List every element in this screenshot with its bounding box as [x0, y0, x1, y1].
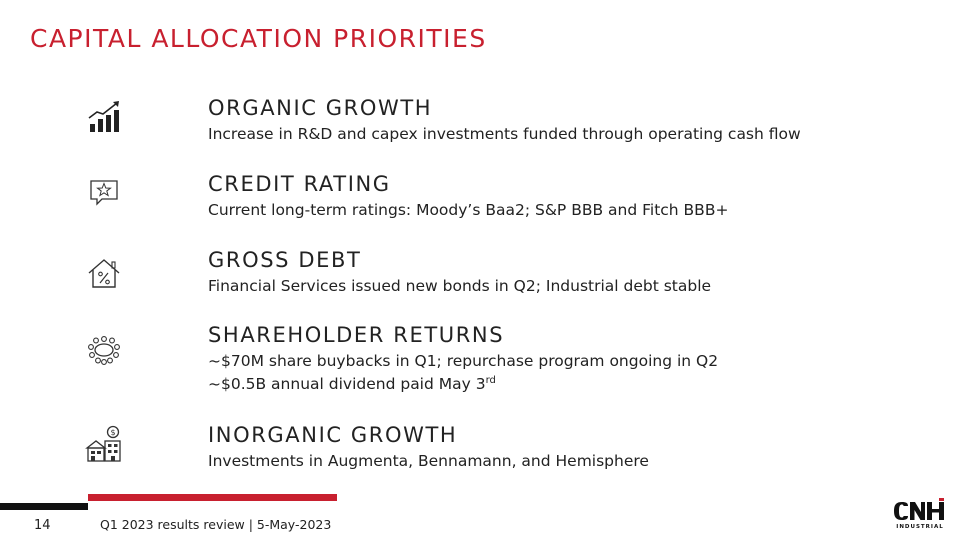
item-description-line-2 [208, 375, 496, 393]
ordinal-superscript: rd [485, 374, 496, 386]
item-heading: INORGANIC GROWTH [208, 423, 458, 447]
item-description: ~$70M share buybacks in Q1; repurchase program ongoing in Q2 [208, 352, 719, 370]
item-description: Current long-term ratings: Moody’s Baa2; S&P BBB and Fitch BBB+ [208, 201, 729, 219]
bar-chart-growth-icon [84, 98, 124, 138]
cnh-industrial-logo [892, 498, 948, 534]
footer-text: Q1 2023 results review | 5-May-2023 [100, 517, 332, 532]
item-heading: ORGANIC GROWTH [208, 96, 433, 120]
item-heading: CREDIT RATING [208, 172, 391, 196]
item-heading: GROSS DEBT [208, 248, 362, 272]
house-percent-icon [84, 254, 124, 294]
footer-accent-bar-black [0, 503, 88, 510]
footer-accent-bar-red [88, 494, 337, 501]
item-description: Financial Services issued new bonds in Q2; Industrial debt stable [208, 277, 712, 295]
star-speech-bubble-icon [84, 172, 124, 212]
slide-title: CAPITAL ALLOCATION PRIORITIES [30, 24, 487, 53]
item-description-text: ~$0.5B annual dividend paid May 3 [208, 375, 486, 393]
svg-text:$: $ [110, 428, 116, 437]
buildings-dollar-icon [84, 424, 124, 464]
page-number: 14 [34, 518, 51, 533]
logo-subtitle: INDUSTRIAL [896, 524, 944, 530]
meeting-table-icon [84, 330, 124, 370]
cnh-logo-mark [892, 498, 948, 524]
item-description: Increase in R&D and capex investments funded through operating cash flow [208, 125, 801, 143]
item-description: Investments in Augmenta, Bennamann, and Hemisphere [208, 452, 649, 470]
item-heading: SHAREHOLDER RETURNS [208, 323, 505, 347]
